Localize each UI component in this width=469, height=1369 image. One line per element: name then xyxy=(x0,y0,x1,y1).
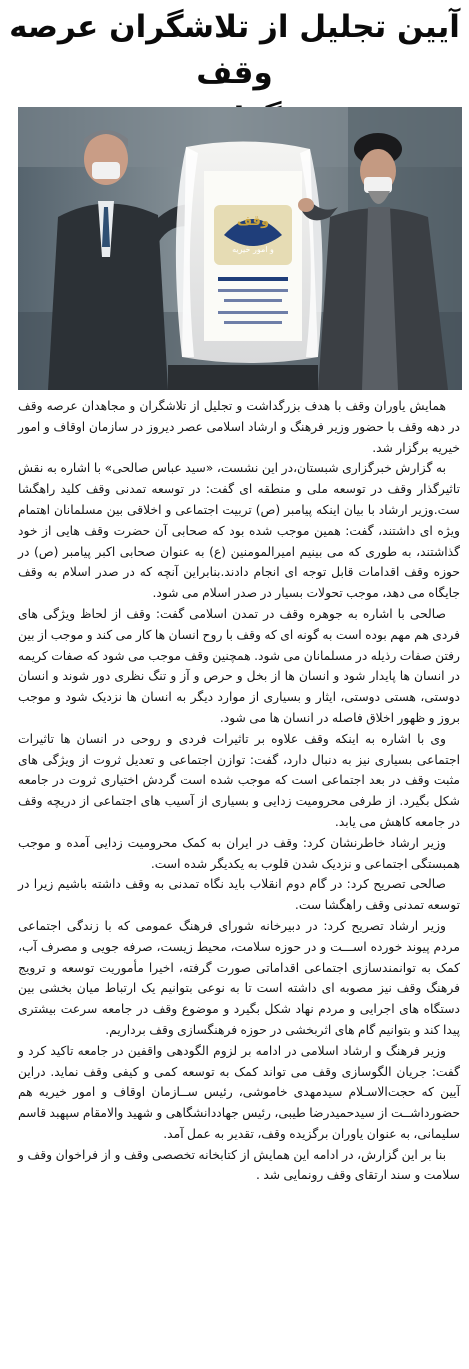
paragraph: همایش یاوران وقف با هدف بزرگداشت و تجلیل از تلاشگران و مجاهدان عرصه وقف در دهه وقف با حضور وزیر فرهنگ و ارشاد اسلامی عصر دیروز در سازمان اوقاف و امور خیریه برگزار شد. xyxy=(18,399,460,455)
paragraph: وزیر ارشاد خاطرنشان کرد: وقف در ایران به کمک محرومیت زدایی آمده و موجب همبستگی اجتماعی و نزدیک شدن قلوب به یکدیگر شده است. xyxy=(18,835,460,871)
photo-illustration xyxy=(18,107,462,390)
paragraph: بنا بر این گزارش، در ادامه این همایش از کتابخانه تخصصی وقف و از فراخوان وقف و سلامت و سند ارتقای وقف رونمایی شد . xyxy=(18,1147,460,1183)
paragraph: به گزارش خبرگزاری شبستان،در این نشست، «سید عباس صالحی» با اشاره به نقش تاثیرگذار وقف در توسعه ملی و منطقه ای گفت: در توسعه تمدنی وقف کلید راهگشا ست.وزیر ارشاد با بیان اینکه پیامبر (ص) تربیت اجتماعی و اخلاقی بین مسلمانان اهتمام ویژه ای داشتند، گفت: همین موجب شده بود که صحابی آن حضرت وقف هایی از خود گذاشتند، به طوری که می بینیم امیرالمومنین (ع) به عنوان صحابی اکبر پیامبر (ص) در حوزه وقف اقدامات قابل توجه ای انجام دادند.بنابراین آنچه که در صدر اسلام به وقف جایگاه می دهد، موجب تحولات بسیار در صدر اسلام می شود. xyxy=(18,461,460,601)
paragraph: وی با اشاره به اینکه وقف علاوه بر تاثیرات فردی و روحی در انسان ها تاثیرات اجتماعی بسیاری نیز به دنبال دارد، گفت: توازن اجتماعی و تعدیل ثروت از ویژگی های مثبت وقف در بعد اجتماعی است که موجب شده است گردش اختیاری ثروت در جامعه شکل بگیرد. از طرفی محرومیت زدایی و بسیاری از آسیب های اجتماعی از دریچه وقف در جامعه کاهش می یابد. xyxy=(18,731,460,829)
headline-line-1: آیین تجلیل از تلاشگران عرصه وقف xyxy=(9,9,460,91)
poster-subtitle: و امور خیریه xyxy=(232,245,274,254)
article-photo xyxy=(18,107,462,390)
paragraph: صالحی تصریح کرد: در گام دوم انقلاب باید نگاه تمدنی به وقف داشته باشیم زیرا در توسعه تمدنی وقف راهگشا ست. xyxy=(18,877,460,913)
unveiled-poster xyxy=(176,141,323,363)
paragraph: وزیر فرهنگ و ارشاد اسلامی در ادامه بر لزوم الگودهی واقفین در جامعه تاکید کرد و گفت: جریان الگوسازی وقف می تواند کمک به توسعه کمی و کیفی وقف نماید. دراین آیین که حجت‌الاسـلام سیدمهدی خاموشی، رئیس ســازمان اوقاف و امور خیریه هم حضورداشــت از سیدحمیدرضا طیبی، رئیس جهاددانشگاهی و شهید والامقام سپهبد قاسم سلیمانی، به عنوان یاوران برگزیده وقف، تقدیر به عمل آمد. xyxy=(18,1043,460,1141)
paragraph: صالحی با اشاره به جوهره وقف در تمدن اسلامی گفت: وقف از لحاظ ویژگی های فردی هم مهم بوده است به گونه ای که وقف با روح انسان ها کار می کند و موجب از بین رفتن صفات رذیله در مسلمانان می شود. همچنین وقف موجب می شود که صفات کریمه در انسان ها پایدار شود و انسان ها از بخل و حرص و آز و تنگ نظری دور شوند و انسان دوستی، هستی دوستی، ایثار و بسیاری از موارد دیگر به انسان ها نزدیک شود و موجب بروز و ظهور اخلاق فاصله در انسان ها می شود. xyxy=(18,606,460,725)
article-body xyxy=(18,396,460,1186)
poster-title: وقف xyxy=(236,214,270,229)
paragraph: وزیر ارشاد تصریح کرد: در دبیرخانه شورای فرهنگ عمومی که با زندگی اجتماعی مردم پیوند خورده اســـت و در حوزه سلامت، محیط زیست، صرفه جویی و مصرف آب، کمک به توانمندسازی اجتماعی اقداماتی صورت گرفته، اخیرا مأموریت توسعه و ترویج فرهنگ وقف نیز مصوبه ای داشته است تا به نوعی بتوانیم یک ارتباط میان بخشی بین دستگاه های اجرایی و مردم نهاد شکل بگیرد و موضوع وقف در جامعه سرعت بیشتری پیدا کند و بتوانیم گام های اثربخشی در حوزه فرهنگسازی وقف برداریم. xyxy=(18,918,460,1037)
